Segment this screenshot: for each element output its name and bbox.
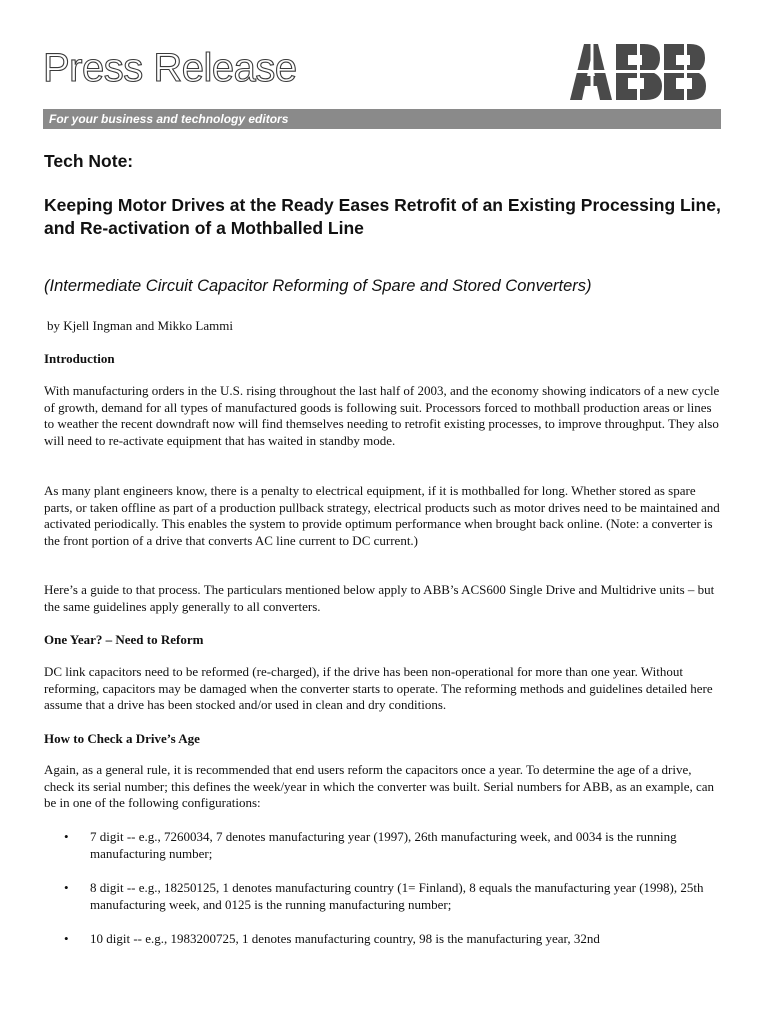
bullet-icon: • [64,931,69,946]
article-headline: Keeping Motor Drives at the Ready Eases Retrofit of an Existing Processing Line, and Re-activation of a Mothballed Line [44,195,721,238]
intro-paragraph-1: With manufacturing orders in the U.S. rising throughout the last half of 2003, and the economy showing indicators of a new cycle of growth, demand for all types of manufactured goods is following suit. Processors forced to mothball production areas or lines to weather the recent downdraft now will find themselves needing to retrofit existing processes, to improve throughput. They also will need to re-activate equipment that has waited in standby mode. [44,383,720,449]
bullet-icon: • [64,880,69,895]
abb-logo [568,44,706,100]
editors-banner [43,109,721,129]
list-item-text: 10 digit -- e.g., 1983200725, 1 denotes manufacturing country, 98 is the manufacturing year, 32nd [90,931,600,946]
intro-paragraph-2: As many plant engineers know, there is a penalty to electrical equipment, if it is mothballed for long. Whether stored as spare parts, or taken offline as part of a production pullback strategy, electrical products such as motor drives need to be maintained and activated periodically. This enables the system to provide optimum performance when brought back online. (Note: a converter is the front portion of a drive that converts AC line current to DC current.) [44,483,720,549]
reform-paragraph: DC link capacitors need to be reformed (re-charged), if the drive has been non-operational for more than one year. Without reforming, capacitors may be damaged when the converter starts to operate. The reforming methods and guidelines detailed here assume that a drive has been stocked and/or used in clean and dry conditions. [44,664,713,713]
byline: by Kjell Ingman and Mikko Lammi [47,318,233,333]
list-item [64,880,724,913]
bullet-icon: • [64,829,69,844]
list-item [64,931,724,948]
list-item [64,829,724,862]
list-item-text: 7 digit -- e.g., 7260034, 7 denotes manufacturing year (1997), 26th manufacturing week, and 0034 is the running manufacturing number; [90,829,677,861]
age-heading: How to Check a Drive’s Age [44,731,200,746]
list-item-text: 8 digit -- e.g., 18250125, 1 denotes manufacturing country (1= Finland), 8 equals the manufacturing year (1998), 25th manufacturing week, and 0125 is the running manufacturing number; [90,880,704,912]
press-release-title: Press Release [43,46,297,90]
intro-heading: Introduction [44,351,115,366]
tech-note-label: Tech Note: [44,151,134,171]
banner-text: For your business and technology editors [49,112,289,126]
reform-heading: One Year? – Need to Reform [44,632,204,647]
article-subtitle: (Intermediate Circuit Capacitor Reforming of Spare and Stored Converters) [44,277,592,295]
intro-paragraph-3: Here’s a guide to that process. The particulars mentioned below apply to ABB’s ACS600 Single Drive and Multidrive units – but the same guidelines apply generally to all converters. [44,582,715,614]
age-paragraph: Again, as a general rule, it is recommended that end users reform the capacitors once a year. To determine the age of a drive, check its serial number; this defines the week/year in which the converter was built. Serial numbers for ABB, as an example, can be in one of the following configurations: [44,762,715,811]
